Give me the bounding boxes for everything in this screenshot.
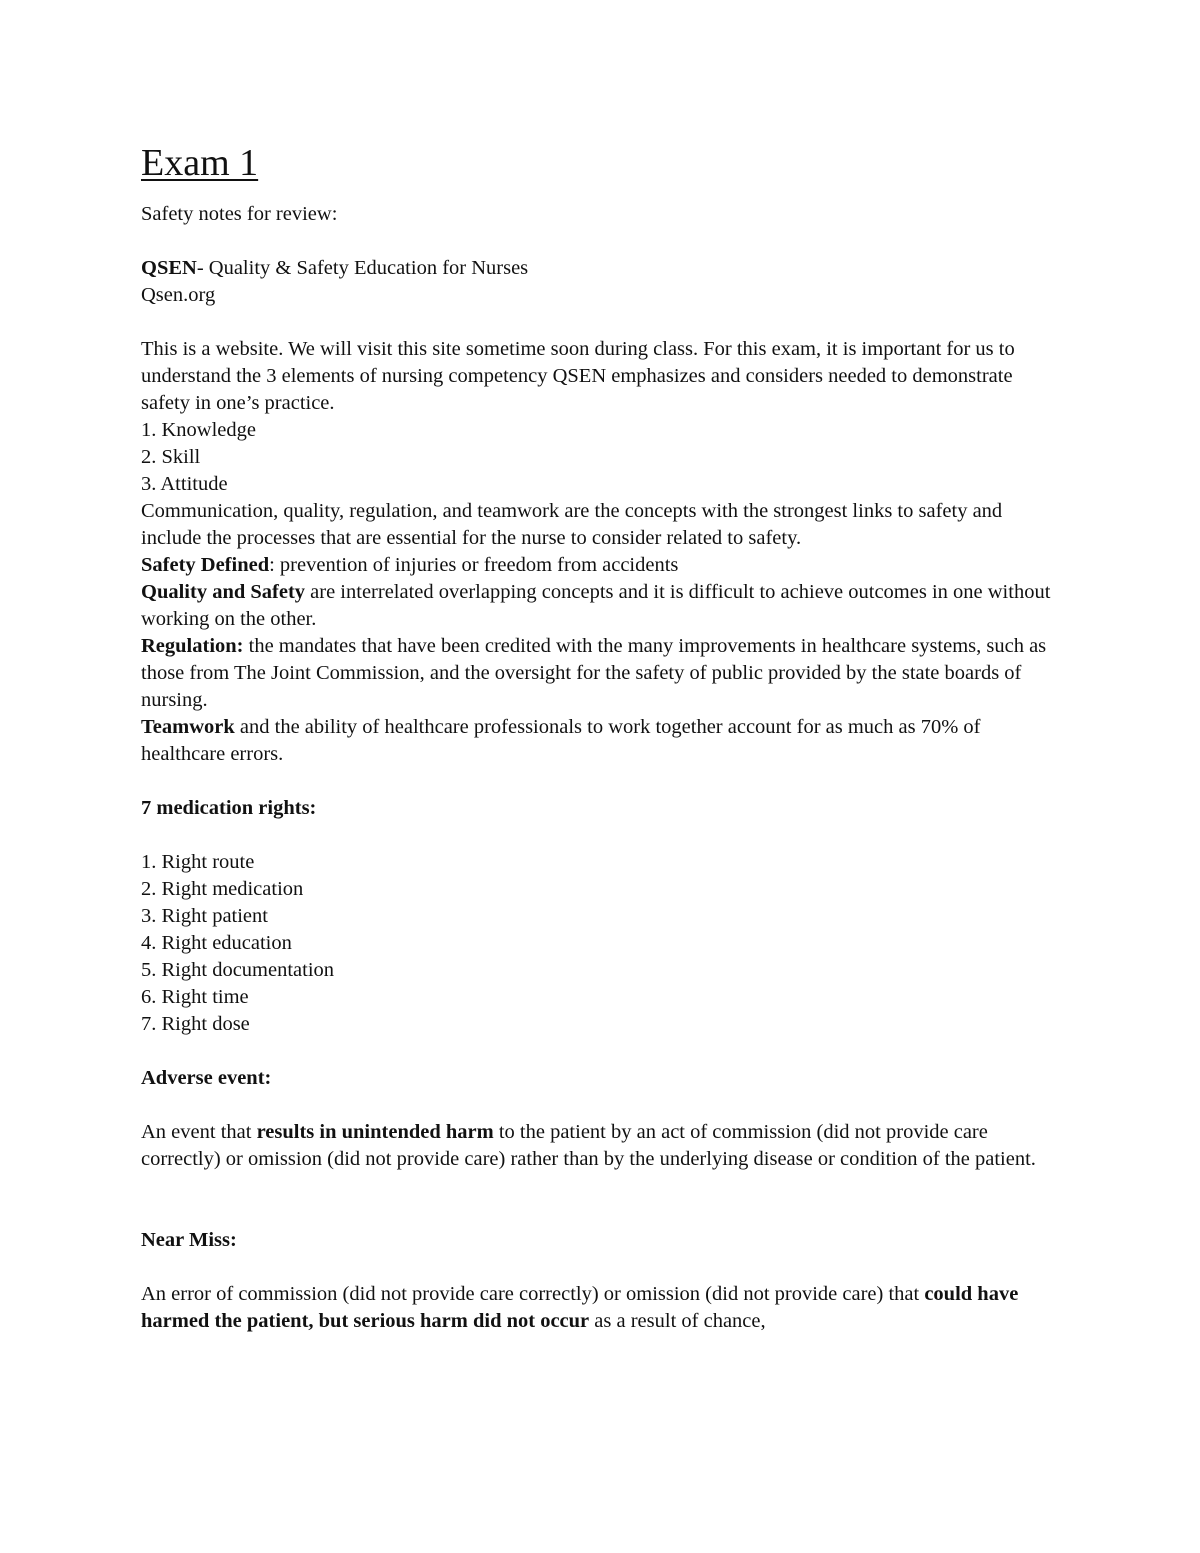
- list-item: 3. Attitude: [141, 473, 228, 495]
- teamwork-text: and the ability of healthcare professionals to work together account for as much as 70% of healthcare errors.: [141, 716, 981, 765]
- near-miss-heading: [141, 1227, 1061, 1254]
- page-title: Exam 1: [141, 142, 259, 184]
- regulation-paragraph: [141, 633, 1061, 714]
- communication-paragraph: Communication, quality, regulation, and teamwork are the concepts with the strongest links to safety and include the processes that are essential for the nurse to consider related to safety.: [141, 500, 1003, 549]
- quality-safety-label: Quality and Safety: [141, 581, 306, 603]
- teamwork-label: Teamwork: [141, 716, 235, 738]
- medication-rights-list: [141, 849, 1061, 1038]
- near-miss-text-before: An error of commission (did not provide care correctly) or omission (did not provide care) that: [141, 1283, 925, 1305]
- competency-elements-list: [141, 417, 1061, 498]
- near-miss-text-after: as a result of chance,: [589, 1310, 766, 1332]
- adverse-event-bold: results in unintended harm: [256, 1121, 494, 1143]
- teamwork-paragraph: [141, 714, 1061, 768]
- safety-defined-text: : prevention of injuries or freedom from accidents: [269, 554, 679, 576]
- qsen-site: Qsen.org: [141, 284, 216, 306]
- qsen-line: [141, 255, 1061, 282]
- regulation-label: Regulation:: [141, 635, 244, 657]
- list-item: 3. Right patient: [141, 905, 268, 927]
- near-miss-bold: could have harmed the patient, but serious harm did not occur: [141, 1283, 1019, 1332]
- qsen-label: QSEN: [141, 257, 197, 279]
- near-miss-paragraph: [141, 1281, 1061, 1335]
- website-paragraph: This is a website. We will visit this site sometime soon during class. For this exam, it is important for us to understand the 3 elements of nursing competency QSEN emphasizes and considers needed to demonstrate safety in one’s practice.: [141, 338, 1015, 414]
- adverse-event-heading-text: Adverse event:: [141, 1067, 272, 1089]
- medication-rights-heading-text: 7 medication rights:: [141, 797, 317, 819]
- list-item: 2. Right medication: [141, 878, 304, 900]
- list-item: 4. Right education: [141, 932, 292, 954]
- list-item: 7. Right dose: [141, 1013, 250, 1035]
- list-item: 5. Right documentation: [141, 959, 335, 981]
- adverse-event-text-before: An event that: [141, 1121, 257, 1143]
- list-item: 6. Right time: [141, 986, 249, 1008]
- list-item: 1. Right route: [141, 851, 255, 873]
- list-item: 1. Knowledge: [141, 419, 257, 441]
- medication-rights-heading: [141, 795, 1061, 822]
- quality-safety-paragraph: [141, 579, 1061, 633]
- adverse-event-text-after: to the patient by an act of commission (did not provide care correctly) or omission (did not provide care) rather than by the underlying disease or condition of the patient.: [141, 1121, 1036, 1170]
- list-item: 2. Skill: [141, 446, 201, 468]
- intro-text: Safety notes for review:: [141, 203, 338, 225]
- adverse-event-heading: [141, 1065, 1061, 1092]
- document-page: [141, 140, 1061, 1335]
- near-miss-heading-text: Near Miss:: [141, 1229, 237, 1251]
- qsen-text: - Quality & Safety Education for Nurses: [196, 257, 529, 279]
- quality-safety-text: are interrelated overlapping concepts and it is difficult to achieve outcomes in one without working on the other.: [141, 581, 1051, 630]
- safety-defined-label: Safety Defined: [141, 554, 270, 576]
- adverse-event-paragraph: [141, 1119, 1061, 1173]
- safety-defined-paragraph: [141, 552, 1061, 579]
- regulation-text: the mandates that have been credited with the many improvements in healthcare systems, such as those from The Joint Commission, and the oversight for the safety of public provided by the state boards of nursing.: [141, 635, 1047, 711]
